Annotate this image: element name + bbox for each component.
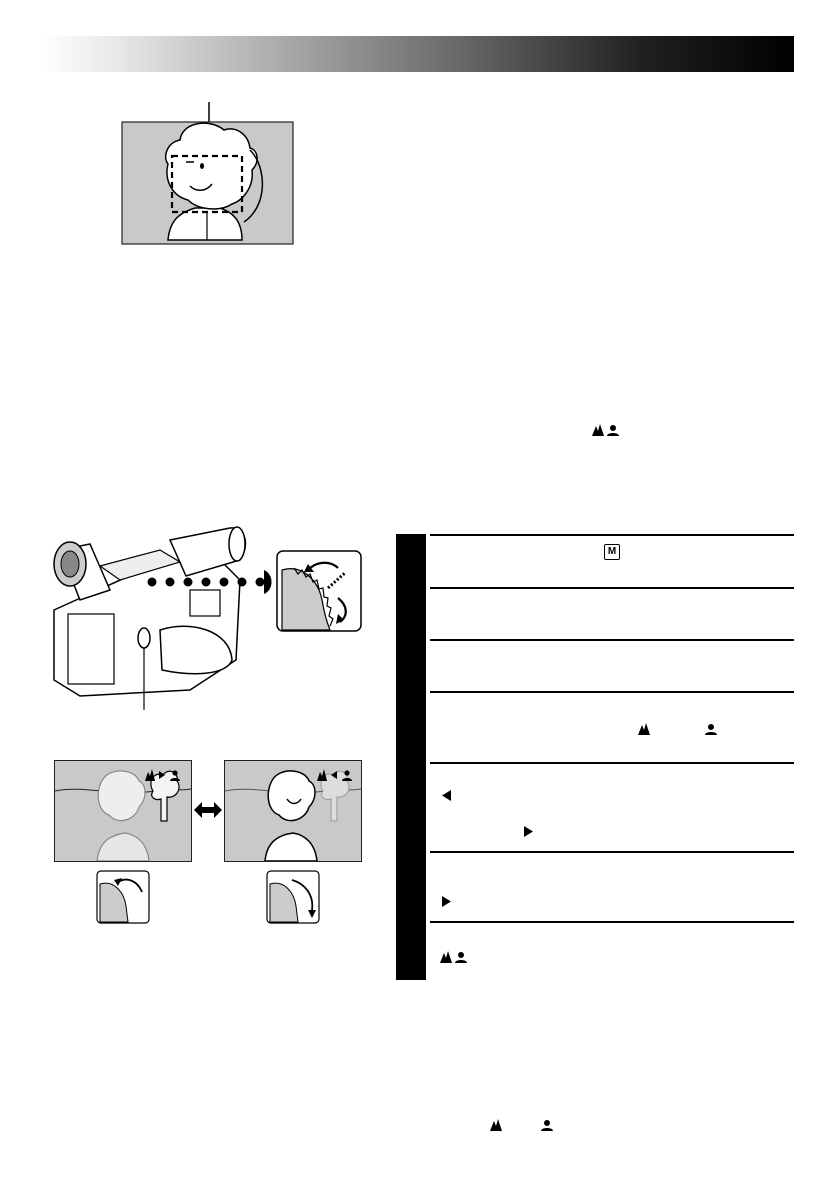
mountain-icon	[440, 951, 452, 963]
step-4-rule	[430, 691, 794, 693]
bottom-far-icon	[490, 1118, 502, 1136]
step-7-far-near-icon	[440, 950, 470, 968]
mountain-icon	[592, 424, 604, 436]
person-icon	[458, 952, 464, 958]
far-focus-scene	[224, 760, 362, 862]
focus-figure-svg	[120, 100, 295, 246]
step-4-far-icon	[638, 722, 650, 740]
person-icon	[344, 770, 349, 775]
right-arrow-icon	[331, 771, 337, 779]
near-focus-indicator	[317, 769, 359, 783]
mountain-icon	[317, 769, 327, 781]
near-focus-scene	[54, 760, 192, 862]
step-5-rule	[430, 762, 794, 764]
step-4-near-icon	[704, 722, 718, 740]
focus-detection-figure	[120, 100, 295, 246]
header-bar	[40, 36, 794, 72]
far-focus-indicator	[145, 769, 187, 785]
steps-tab	[396, 534, 426, 980]
right-arrow-icon-2	[442, 896, 451, 910]
dial-clockwise-icon	[266, 870, 320, 929]
step-1-rule	[430, 534, 794, 536]
step-6-rule	[430, 851, 794, 853]
right-arrow-icon	[524, 826, 533, 840]
mountain-icon	[638, 723, 650, 735]
step-7-rule	[430, 921, 794, 923]
manual-mode-icon: M	[604, 544, 620, 560]
left-arrow-icon	[442, 790, 451, 804]
mountain-icon	[145, 769, 155, 781]
bottom-near-icon	[540, 1118, 554, 1136]
left-arrow-icon	[159, 771, 165, 779]
step-2-rule	[430, 587, 794, 589]
step-3-rule	[430, 639, 794, 641]
person-icon	[610, 425, 616, 431]
dial-counterclockwise-icon	[96, 870, 150, 929]
person-icon	[172, 770, 177, 775]
far-near-focus-icon	[592, 424, 622, 438]
focus-dial-inset	[276, 550, 362, 632]
swap-arrow-icon	[194, 802, 222, 823]
